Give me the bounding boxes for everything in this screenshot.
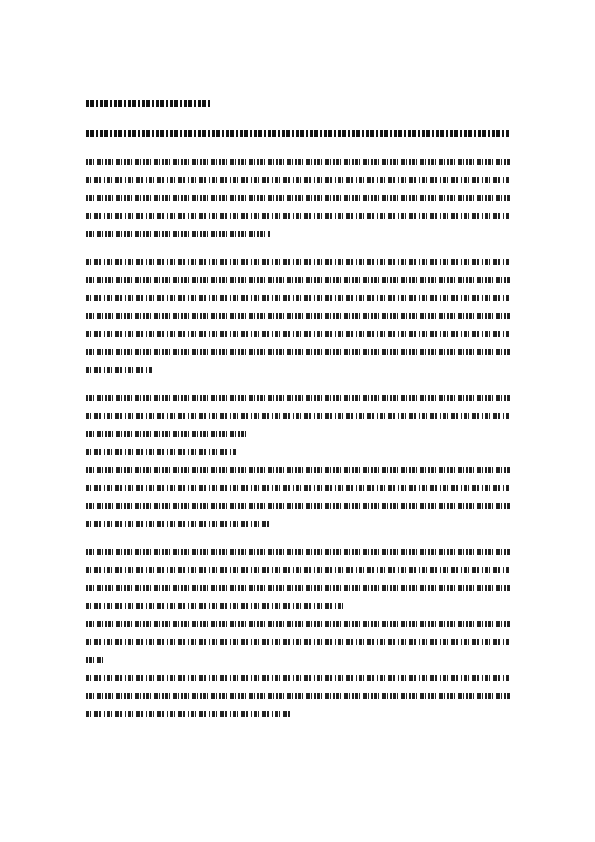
- text-line: [86, 367, 152, 373]
- document-subheading: [86, 130, 510, 137]
- text-line: [86, 231, 270, 237]
- text-line: [86, 395, 510, 401]
- text-line: [86, 549, 510, 555]
- text-line: [86, 195, 510, 201]
- text-line: [86, 259, 510, 265]
- text-line: [86, 621, 510, 627]
- text-line: [86, 177, 510, 183]
- text-line: [86, 277, 510, 283]
- text-line: [86, 213, 510, 219]
- text-line: [86, 159, 510, 165]
- text-line: [86, 313, 510, 319]
- text-line: [86, 693, 510, 699]
- text-line: [86, 711, 290, 717]
- text-line: [86, 675, 510, 681]
- text-line: [86, 639, 510, 645]
- text-line: [86, 657, 104, 663]
- text-line: [86, 295, 510, 301]
- text-line: [86, 503, 510, 509]
- text-line: [86, 485, 510, 491]
- text-line: [86, 567, 510, 573]
- text-line: [86, 431, 246, 437]
- text-line: [86, 603, 346, 609]
- text-line: [86, 467, 510, 473]
- text-line: [86, 413, 510, 419]
- text-line: [86, 349, 510, 355]
- text-line: [86, 449, 236, 455]
- text-line: [86, 331, 510, 337]
- text-line: [86, 585, 510, 591]
- document-heading: [86, 100, 210, 107]
- text-line: [86, 521, 270, 527]
